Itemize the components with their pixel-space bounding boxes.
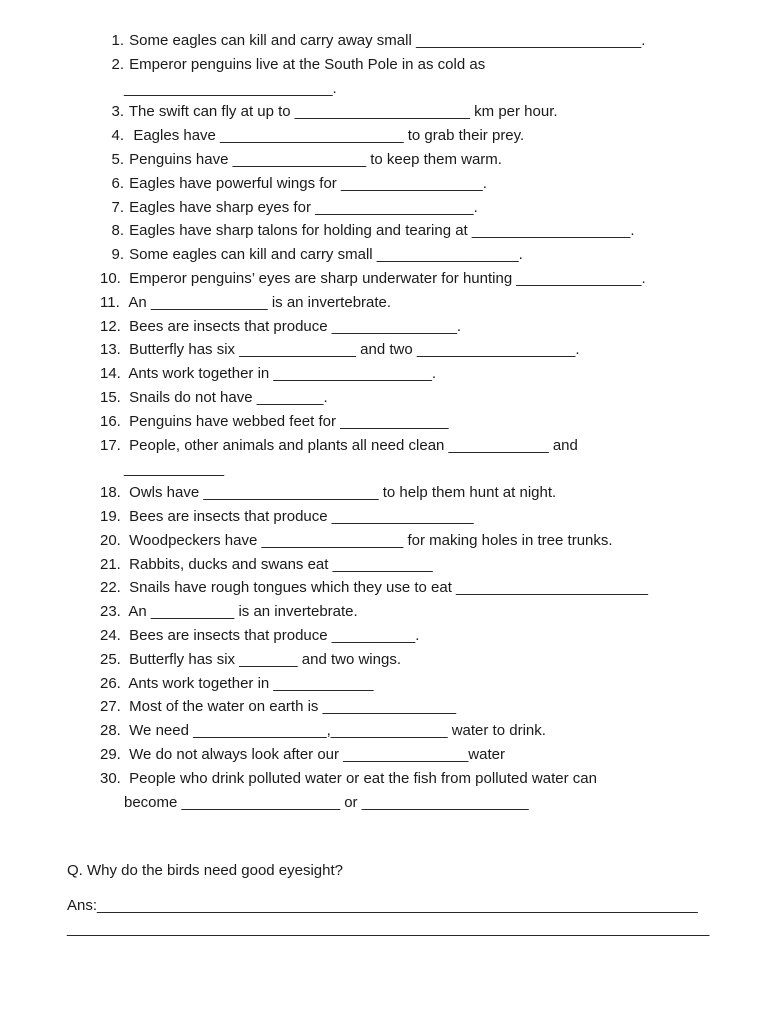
item-number: 24. bbox=[100, 626, 121, 644]
item-text: Penguins have ________________ to keep them warm. bbox=[125, 150, 502, 168]
list-item bbox=[100, 172, 720, 196]
item-number: 1. bbox=[111, 32, 124, 49]
item-number: 28. bbox=[100, 722, 121, 740]
item-text: Most of the water on earth is ________________ bbox=[125, 698, 457, 716]
item-text: Snails do not have ________. bbox=[125, 388, 328, 406]
item-number: 10. bbox=[100, 269, 121, 287]
list-item bbox=[100, 767, 720, 791]
item-continuation: become ___________________ or ____________________ bbox=[124, 793, 529, 811]
list-item bbox=[100, 291, 720, 315]
item-text: Eagles have sharp eyes for ___________________. bbox=[125, 198, 478, 216]
list-item bbox=[100, 338, 720, 362]
list-item bbox=[100, 672, 720, 696]
item-text: Ants work together in ___________________. bbox=[125, 365, 437, 383]
list-item bbox=[100, 100, 720, 124]
list-item bbox=[100, 315, 720, 339]
item-text: People, other animals and plants all need clean ____________ and bbox=[125, 436, 578, 454]
question-prompt: Q. Why do the birds need good eyesight? bbox=[67, 862, 344, 879]
item-number: 30. bbox=[100, 769, 121, 787]
item-text: Butterfly has six ______________ and two ___________________. bbox=[125, 341, 580, 359]
list-item bbox=[100, 219, 720, 243]
item-text: Butterfly has six _______ and two wings. bbox=[125, 650, 401, 668]
item-number: 18. bbox=[100, 484, 121, 502]
answer-line: Ans:________________________________________________________________________ bbox=[67, 897, 698, 914]
list-item bbox=[100, 529, 720, 553]
list-item bbox=[100, 243, 720, 267]
item-text: Eagles have powerful wings for _________________. bbox=[125, 174, 487, 192]
item-text: Bees are insects that produce __________. bbox=[125, 626, 420, 644]
item-text: Eagles have ______________________ to grab their prey. bbox=[125, 127, 525, 145]
item-number: 23. bbox=[100, 603, 121, 621]
item-text: People who drink polluted water or eat the fish from polluted water can bbox=[125, 769, 597, 787]
list-item bbox=[100, 719, 720, 743]
item-number: 26. bbox=[100, 674, 121, 692]
item-continuation: ____________ bbox=[124, 460, 225, 478]
list-item bbox=[100, 624, 720, 648]
item-text: Some eagles can kill and carry away small ___________________________. bbox=[125, 32, 646, 49]
answer-blank-line: _____________________________________________________________________________ bbox=[67, 920, 710, 937]
list-item bbox=[100, 124, 720, 148]
list-item bbox=[100, 148, 720, 172]
item-number: 9. bbox=[111, 246, 124, 264]
item-number: 7. bbox=[111, 198, 124, 216]
list-item bbox=[100, 434, 720, 458]
item-number: 4. bbox=[111, 127, 124, 145]
item-number: 29. bbox=[100, 745, 121, 763]
item-number: 12. bbox=[100, 317, 121, 335]
list-item bbox=[100, 553, 720, 577]
item-number: 20. bbox=[100, 531, 121, 549]
item-text: We do not always look after our _______________water bbox=[125, 745, 505, 763]
item-continuation: _________________________. bbox=[124, 79, 337, 97]
item-number: 3. bbox=[111, 103, 124, 121]
list-item bbox=[100, 505, 720, 529]
item-text: Bees are insects that produce _________________ bbox=[125, 507, 474, 525]
item-number: 13. bbox=[100, 341, 121, 359]
list-item bbox=[100, 695, 720, 719]
question-list bbox=[100, 29, 720, 814]
item-text: Rabbits, ducks and swans eat ____________ bbox=[125, 555, 433, 573]
item-number: 25. bbox=[100, 650, 121, 668]
list-item bbox=[100, 648, 720, 672]
list-item bbox=[100, 29, 720, 53]
item-text: Owls have _____________________ to help them hunt at night. bbox=[125, 484, 557, 502]
item-number: 2. bbox=[111, 55, 124, 73]
item-text: We need ________________,______________ water to drink. bbox=[125, 722, 546, 740]
item-number: 22. bbox=[100, 579, 121, 597]
item-number: 14. bbox=[100, 365, 121, 383]
item-number: 15. bbox=[100, 388, 121, 406]
list-item bbox=[100, 481, 720, 505]
list-item bbox=[100, 362, 720, 386]
item-number: 27. bbox=[100, 698, 121, 716]
item-text: Some eagles can kill and carry small _________________. bbox=[125, 246, 523, 264]
item-text: Bees are insects that produce _______________. bbox=[125, 317, 462, 335]
item-number: 16. bbox=[100, 412, 121, 430]
list-item bbox=[100, 576, 720, 600]
item-number: 19. bbox=[100, 507, 121, 525]
item-number: 5. bbox=[111, 150, 124, 168]
item-text: Eagles have sharp talons for holding and tearing at ___________________. bbox=[125, 222, 635, 240]
list-item bbox=[100, 196, 720, 220]
item-text: Emperor penguins’ eyes are sharp underwater for hunting _______________. bbox=[125, 269, 646, 287]
list-item bbox=[100, 410, 720, 434]
list-item bbox=[100, 743, 720, 767]
item-number: 21. bbox=[100, 555, 121, 573]
item-number: 17. bbox=[100, 436, 121, 454]
list-item bbox=[100, 386, 720, 410]
item-text: Penguins have webbed feet for _____________ bbox=[125, 412, 449, 430]
list-item bbox=[100, 600, 720, 624]
item-text: Woodpeckers have _________________ for making holes in tree trunks. bbox=[125, 531, 613, 549]
item-text: The swift can fly at up to _____________________ km per hour. bbox=[125, 103, 558, 121]
list-item bbox=[100, 53, 720, 77]
item-number: 11. bbox=[100, 293, 120, 311]
item-number: 8. bbox=[111, 222, 124, 240]
item-text: An ______________ is an invertebrate. bbox=[125, 293, 392, 311]
item-text: Snails have rough tongues which they use to eat _______________________ bbox=[125, 579, 648, 597]
item-text: Emperor penguins live at the South Pole in as cold as bbox=[125, 55, 486, 73]
list-item bbox=[100, 267, 720, 291]
item-text: An __________ is an invertebrate. bbox=[125, 603, 358, 621]
item-number: 6. bbox=[111, 174, 124, 192]
item-text: Ants work together in ____________ bbox=[125, 674, 374, 692]
